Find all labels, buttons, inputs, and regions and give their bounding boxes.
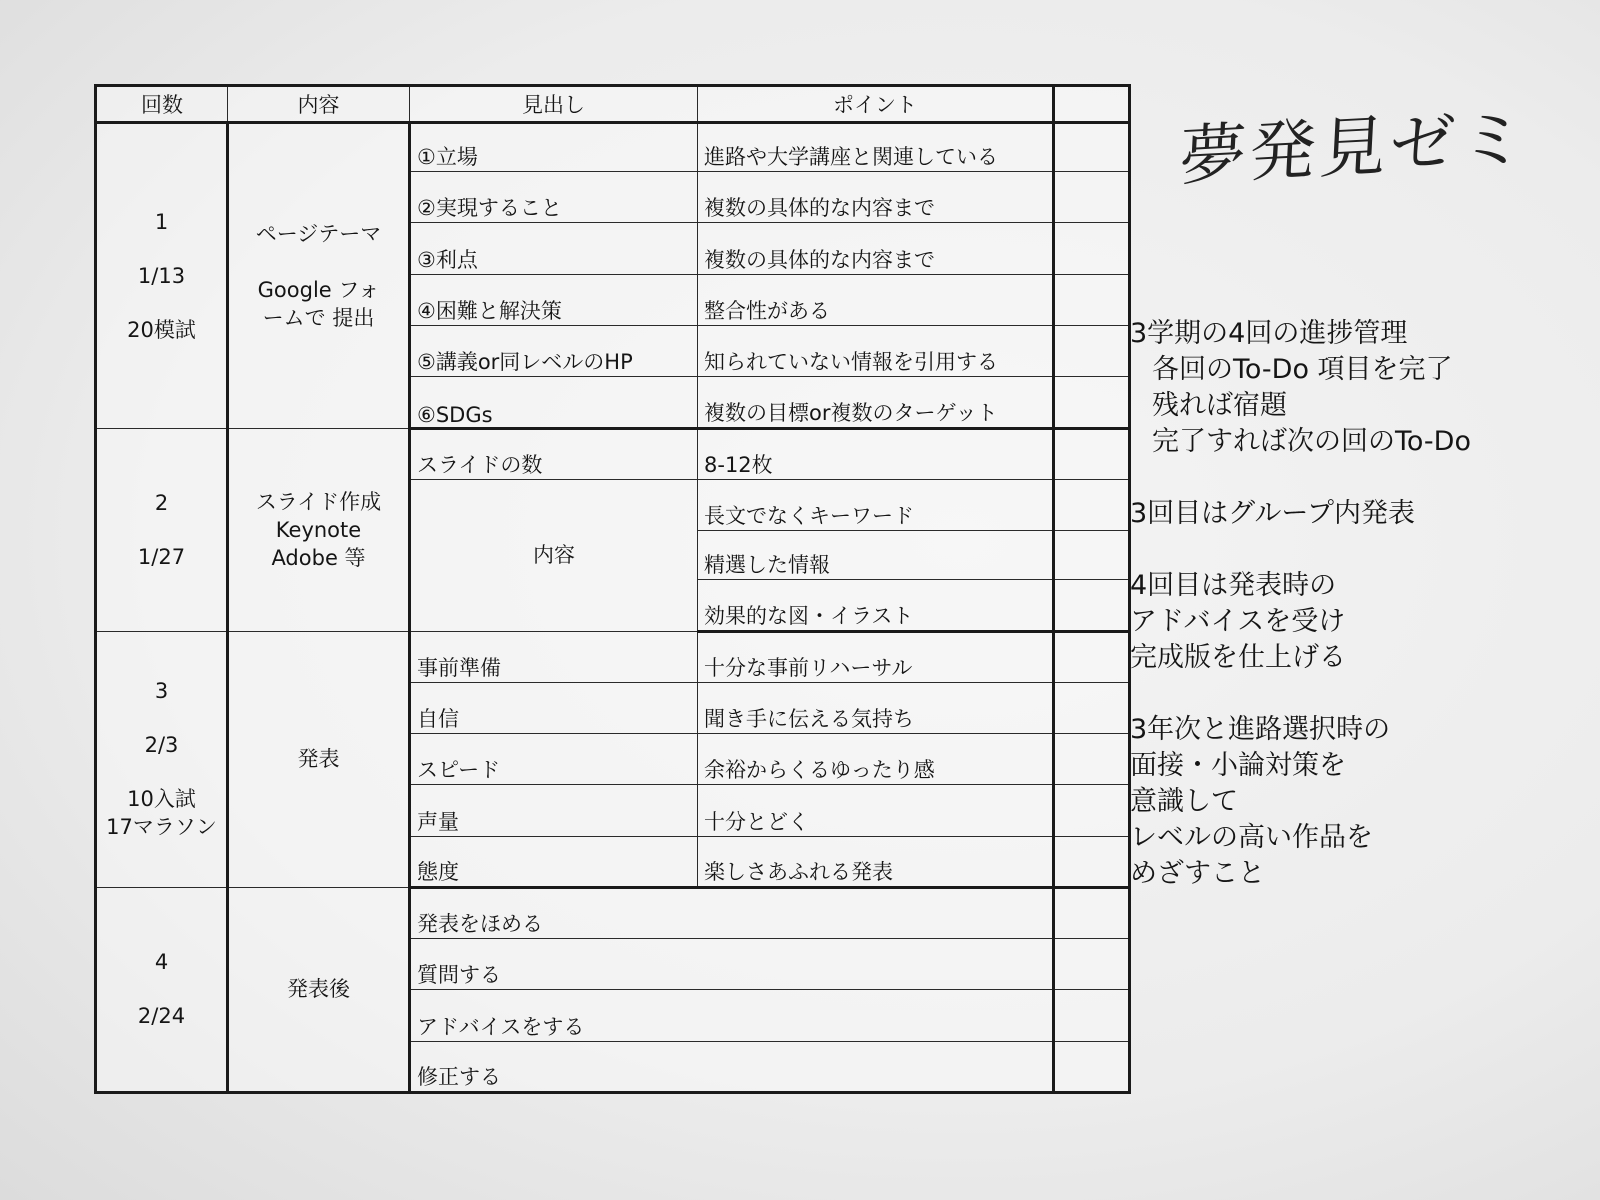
session-2-content xyxy=(228,428,410,631)
point-cell: 進路や大学講座と関連している xyxy=(698,123,1054,172)
blank-cell xyxy=(1054,223,1130,274)
heading-cell: 修正する xyxy=(410,1041,1054,1092)
note-line: 4回目は発表時の xyxy=(1130,570,1337,601)
header-blank xyxy=(1054,86,1130,123)
side-notes xyxy=(1130,316,1590,892)
point-cell: 聞き手に伝える気持ち xyxy=(698,682,1054,733)
note-line: 3回目はグループ内発表 xyxy=(1130,498,1416,529)
blank-cell xyxy=(1054,479,1130,530)
header-heading: 見出し xyxy=(410,86,698,123)
note-line: 完了すれば次の回のTo-Do xyxy=(1152,426,1471,457)
session-number: 4 xyxy=(154,950,169,975)
header-row xyxy=(96,86,1130,123)
table-row xyxy=(96,631,1130,682)
content-label: 発表 xyxy=(297,747,340,772)
content-sublabel: Google フォームで 提出 xyxy=(257,277,380,330)
point-cell: 楽しさあふれる発表 xyxy=(698,836,1054,887)
heading-cell: 内容 xyxy=(410,479,698,631)
point-cell: 効果的な図・イラスト xyxy=(698,580,1054,631)
session-4-content xyxy=(228,887,410,1092)
heading-cell: ③利点 xyxy=(410,223,698,274)
heading-cell: アドバイスをする xyxy=(410,990,1054,1041)
session-4-cell xyxy=(96,887,228,1092)
session-1-cell xyxy=(96,123,228,429)
point-cell: 十分とどく xyxy=(698,785,1054,836)
notes-paragraph-2 xyxy=(1130,496,1590,532)
heading-cell: 声量 xyxy=(410,785,698,836)
session-2-cell xyxy=(96,428,228,631)
blank-cell xyxy=(1054,123,1130,172)
heading-cell: ⑤講義or同レベルのHP xyxy=(410,326,698,377)
session-note: 20模試 xyxy=(127,317,196,342)
table-row xyxy=(96,887,1130,938)
blank-cell xyxy=(1054,377,1130,428)
session-note-2: 17マラソン xyxy=(106,815,217,840)
note-line: 3学期の4回の進捗管理 xyxy=(1130,318,1408,349)
note-line: 面接・小論対策を xyxy=(1130,750,1346,781)
heading-cell: スライドの数 xyxy=(410,428,698,479)
blank-cell xyxy=(1054,734,1130,785)
session-note: 10入試 xyxy=(127,787,196,812)
note-line: 完成版を仕上げる xyxy=(1130,642,1346,673)
point-cell: 十分な事前リハーサル xyxy=(698,631,1054,682)
handwritten-title: 夢発見ゼミ xyxy=(1177,99,1532,196)
header-point: ポイント xyxy=(698,86,1054,123)
blank-cell xyxy=(1054,682,1130,733)
content-label: 発表後 xyxy=(287,977,350,1002)
note-line: アドバイスを受け xyxy=(1130,606,1346,637)
session-number: 3 xyxy=(154,679,169,704)
header-content: 内容 xyxy=(228,86,410,123)
blank-cell xyxy=(1054,326,1130,377)
session-date: 2/24 xyxy=(137,1004,186,1029)
heading-cell: 態度 xyxy=(410,836,698,887)
heading-cell: 発表をほめる xyxy=(410,887,1054,938)
note-line: めざすこと xyxy=(1130,858,1265,889)
blank-cell xyxy=(1054,274,1130,325)
point-cell: 複数の目標or複数のターゲット xyxy=(698,377,1054,428)
note-line: 3年次と進路選択時の xyxy=(1130,714,1391,745)
session-number: 1 xyxy=(154,209,169,234)
point-cell: 長文でなくキーワード xyxy=(698,479,1054,530)
heading-cell: ⑥SDGs xyxy=(410,377,698,428)
point-cell: 知られていない情報を引用する xyxy=(698,326,1054,377)
blank-cell xyxy=(1054,531,1130,580)
content-label: スライド作成 Keynote Adobe 等 xyxy=(255,489,382,570)
session-1-content xyxy=(228,123,410,429)
session-date: 1/27 xyxy=(137,544,186,569)
blank-cell xyxy=(1054,631,1130,682)
blank-cell xyxy=(1054,785,1130,836)
point-cell: 余裕からくるゆったり感 xyxy=(698,734,1054,785)
blank-cell xyxy=(1054,887,1130,938)
session-3-cell xyxy=(96,631,228,887)
note-line: 残れば宿題 xyxy=(1152,390,1287,421)
plan-table xyxy=(94,84,1131,1094)
blank-cell xyxy=(1054,172,1130,223)
note-line: 意識して xyxy=(1130,786,1238,817)
heading-cell: ④困難と解決策 xyxy=(410,274,698,325)
heading-cell: 自信 xyxy=(410,682,698,733)
note-line: レベルの高い作品を xyxy=(1130,822,1373,853)
heading-cell: スピード xyxy=(410,734,698,785)
heading-cell: 事前準備 xyxy=(410,631,698,682)
note-line: 各回のTo-Do 項目を完了 xyxy=(1152,354,1453,385)
point-cell: 複数の具体的な内容まで xyxy=(698,223,1054,274)
blank-cell xyxy=(1054,836,1130,887)
notes-paragraph-1 xyxy=(1130,316,1590,460)
blank-cell xyxy=(1054,1041,1130,1092)
point-cell: 整合性がある xyxy=(698,274,1054,325)
notes-paragraph-4 xyxy=(1130,712,1590,892)
table-row xyxy=(96,428,1130,479)
notes-paragraph-3 xyxy=(1130,568,1590,676)
heading-cell: 質問する xyxy=(410,939,1054,990)
blank-cell xyxy=(1054,939,1130,990)
point-cell: 複数の具体的な内容まで xyxy=(698,172,1054,223)
heading-cell: ①立場 xyxy=(410,123,698,172)
point-cell: 精選した情報 xyxy=(698,531,1054,580)
session-date: 1/13 xyxy=(137,263,186,288)
session-number: 2 xyxy=(154,490,169,515)
session-date: 2/3 xyxy=(144,733,179,758)
point-cell: 8-12枚 xyxy=(698,428,1054,479)
blank-cell xyxy=(1054,580,1130,631)
content-label: ページテーマ xyxy=(255,221,382,246)
header-session: 回数 xyxy=(96,86,228,123)
session-3-content xyxy=(228,631,410,887)
blank-cell xyxy=(1054,428,1130,479)
table-row xyxy=(96,123,1130,172)
blank-cell xyxy=(1054,990,1130,1041)
heading-cell: ②実現すること xyxy=(410,172,698,223)
